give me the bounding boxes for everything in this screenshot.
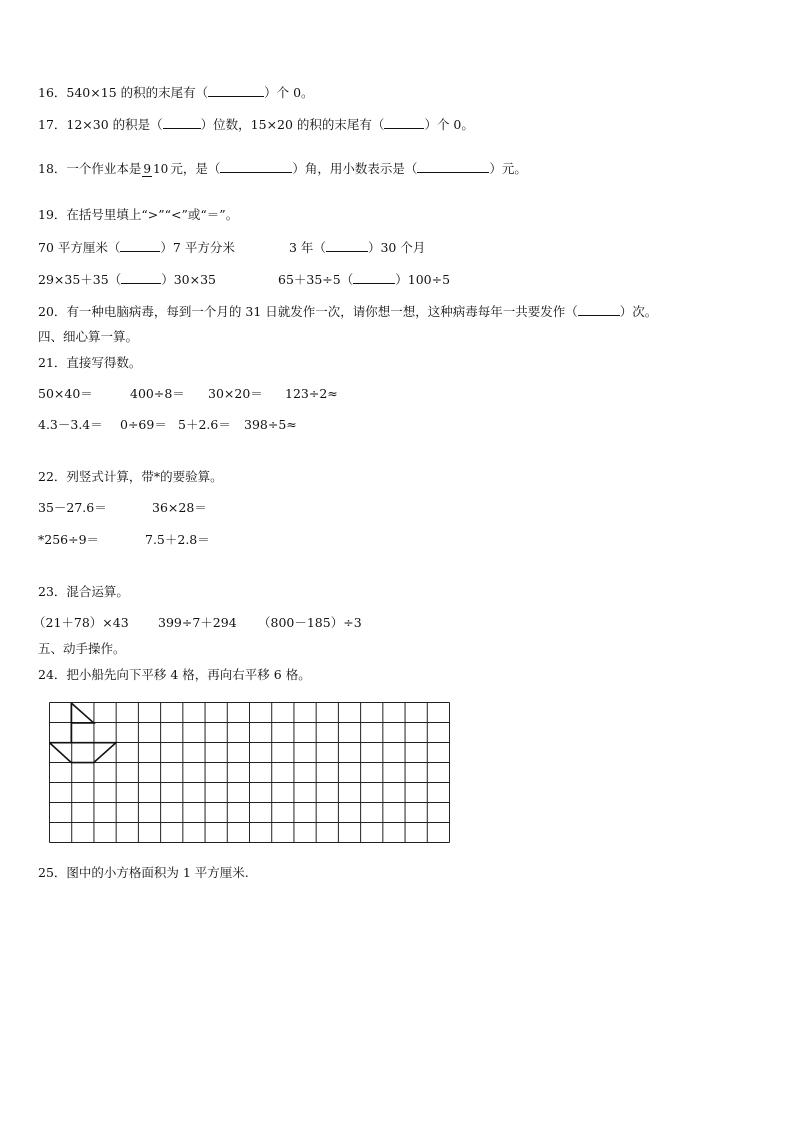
q18-fraction-numerator: 9 bbox=[143, 161, 152, 176]
question-25-title: 25．图中的小方格面积为 1 平方厘米. bbox=[38, 865, 249, 880]
q20-text-post: ）次。 bbox=[619, 304, 658, 319]
question-22-title: 22．列竖式计算，带*的要验算。 bbox=[38, 469, 223, 484]
q19-r2-i1-pre: 29×35＋35（ bbox=[38, 272, 122, 287]
q18-text-mid2: ）角，用小数表示是（ bbox=[292, 161, 418, 176]
q19-row-2-item-1 bbox=[38, 271, 216, 288]
q22-r1-i2: 36×28＝ bbox=[152, 500, 207, 515]
q21-r2-i3: 5＋2.6＝ bbox=[178, 417, 231, 432]
q18-text-post: ）元。 bbox=[489, 161, 527, 176]
question-19-title: 19．在括号里填上“>”“<”或“＝”。 bbox=[38, 207, 239, 222]
q17-answer-blank-1[interactable] bbox=[163, 116, 201, 129]
q21-r2-i1: 4.3－3.4＝ bbox=[38, 417, 103, 432]
q20-text-pre: 20．有一种电脑病毒，每到一个月的 31 日就发作一次，请你想一想，这种病毒每年一共要发作（ bbox=[38, 304, 578, 319]
q19-r1-i2-pre: 3 年（ bbox=[289, 240, 326, 255]
q20-answer-blank[interactable] bbox=[578, 303, 620, 316]
q19-r1-i1-pre: 70 平方厘米（ bbox=[38, 240, 121, 255]
q19-r1-i1-post: ）7 平方分米 bbox=[160, 240, 235, 255]
q19-row-1-item-2 bbox=[289, 239, 425, 256]
question-24-title: 24．把小船先向下平移 4 格，再向右平移 6 格。 bbox=[38, 667, 311, 682]
q19-row-2-item-2 bbox=[278, 271, 450, 288]
q18-fraction bbox=[142, 163, 169, 177]
q21-r2-i2: 0÷69＝ bbox=[120, 417, 167, 432]
boat-sail bbox=[71, 703, 93, 723]
q17-text-post: ）个 0。 bbox=[424, 117, 474, 132]
q21-r1-i3: 30×20＝ bbox=[208, 386, 263, 401]
q16-text-post: ）个 0。 bbox=[264, 85, 314, 100]
q18-text-mid1: 元，是（ bbox=[170, 161, 221, 176]
q17-text-pre: 17．12×30 的积是（ bbox=[38, 117, 163, 132]
q19-r2-i1-blank[interactable] bbox=[121, 271, 161, 284]
boat-hull bbox=[50, 743, 117, 763]
q23-r1-i3: （800－185）÷3 bbox=[258, 615, 362, 630]
question-16 bbox=[38, 84, 314, 101]
q21-r1-i4: 123÷2≈ bbox=[285, 386, 338, 401]
boat-grid bbox=[49, 702, 451, 848]
section-4-heading: 四、细心算一算。 bbox=[38, 329, 139, 344]
q23-r1-i2: 399÷7＋294 bbox=[158, 615, 237, 630]
q19-r2-i2-post: ）100÷5 bbox=[395, 272, 451, 287]
q19-r2-i1-post: ）30×35 bbox=[161, 272, 216, 287]
q19-r1-i2-post: ）30 个月 bbox=[367, 240, 426, 255]
q18-fraction-denominator: 10 bbox=[153, 161, 169, 176]
q18-answer-blank-2[interactable] bbox=[417, 160, 489, 173]
q19-row-1-item-1 bbox=[38, 239, 235, 256]
boat-shape bbox=[50, 703, 117, 763]
q22-r2-i1: *256÷9＝ bbox=[38, 532, 100, 547]
q21-r1-i2: 400÷8＝ bbox=[130, 386, 185, 401]
q19-r2-i2-pre: 65＋35÷5（ bbox=[278, 272, 354, 287]
q16-text-pre: 16．540×15 的积的末尾有（ bbox=[38, 85, 209, 100]
question-18 bbox=[38, 155, 527, 183]
question-23-title: 23．混合运算。 bbox=[38, 584, 129, 599]
section-5-heading: 五、动手操作。 bbox=[38, 641, 126, 656]
q19-r2-i2-blank[interactable] bbox=[353, 271, 395, 284]
q19-r1-i2-blank[interactable] bbox=[326, 239, 368, 252]
q21-r2-i4: 398÷5≈ bbox=[244, 417, 297, 432]
q18-answer-blank-1[interactable] bbox=[220, 160, 292, 173]
q19-r1-i1-blank[interactable] bbox=[120, 239, 160, 252]
q17-text-mid: ）位数，15×20 的积的末尾有（ bbox=[200, 117, 385, 132]
question-21-title: 21．直接写得数。 bbox=[38, 355, 142, 370]
question-20 bbox=[38, 303, 657, 320]
question-17 bbox=[38, 116, 474, 133]
q16-answer-blank[interactable] bbox=[208, 84, 264, 97]
q17-answer-blank-2[interactable] bbox=[384, 116, 424, 129]
q23-r1-i1: （21＋78）×43 bbox=[33, 615, 129, 630]
q18-text-pre: 18．一个作业本是 bbox=[38, 161, 142, 176]
q22-r1-i1: 35－27.6＝ bbox=[38, 500, 107, 515]
q22-r2-i2: 7.5＋2.8＝ bbox=[145, 532, 210, 547]
grid-lines bbox=[50, 703, 450, 843]
q21-r1-i1: 50×40＝ bbox=[38, 386, 93, 401]
